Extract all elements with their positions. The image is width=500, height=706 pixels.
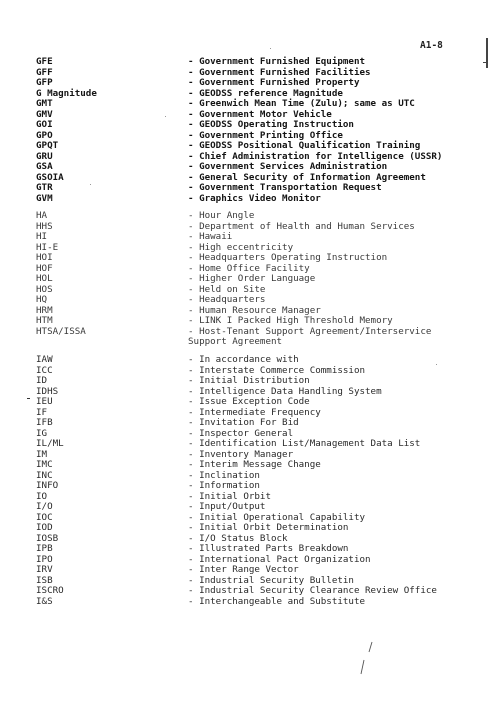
definition: - Interchangeable and Substitute	[188, 595, 366, 607]
definition: - Intelligence Data Handling System	[188, 385, 382, 397]
glossary-row	[36, 253, 456, 264]
glossary-row	[36, 355, 456, 366]
definition: - Greenwich Mean Time (Zulu); same as UTC	[188, 98, 415, 109]
definition: - Graphics Video Monitor	[188, 192, 321, 204]
abbreviation: IFB	[36, 417, 53, 428]
glossary-row	[36, 586, 456, 597]
pen-mark	[352, 640, 382, 680]
definition: - Interstate Commerce Commission	[188, 364, 366, 376]
glossary-row	[36, 565, 456, 576]
definition: - Information	[188, 480, 260, 491]
abbreviation: INC	[36, 469, 53, 481]
definition: - Invitation For Bid	[188, 417, 299, 428]
abbreviation: GPO	[36, 129, 53, 141]
definition: - Government Furnished Property	[188, 77, 360, 88]
definition: - Human Resource Manager	[188, 304, 321, 316]
glossary-row	[36, 460, 456, 471]
definition: - Government Services Administration	[188, 161, 388, 172]
definition: - Input/Output	[188, 501, 266, 512]
speck	[436, 364, 437, 365]
definition: - Headquarters	[188, 294, 266, 305]
abbreviation: GOI	[36, 119, 53, 130]
abbreviation: ICC	[36, 364, 53, 376]
glossary-row	[36, 120, 456, 131]
definition: - Government Transportation Request	[188, 182, 382, 193]
abbreviation: I&S	[36, 595, 53, 607]
abbreviation: GMV	[36, 108, 53, 120]
abbreviation: IOC	[36, 511, 53, 523]
speck	[90, 184, 91, 185]
definition: - Inventory Manager	[188, 448, 294, 460]
definition: - Chief Administration for Intelligence (USSR)	[188, 150, 443, 162]
definition: - Illustrated Parts Breakdown	[188, 543, 349, 554]
abbreviation: IOD	[36, 522, 53, 533]
abbreviation: HTSA/ISSA	[36, 325, 86, 337]
glossary-row	[36, 502, 456, 513]
definition: - Held on Site	[188, 283, 266, 295]
glossary-group-h	[36, 211, 456, 348]
definition: - Initial Operational Capability	[188, 511, 366, 523]
definition: - Initial Orbit	[188, 490, 271, 502]
abbreviation: GVM	[36, 192, 53, 204]
definition: - Department of Health and Human Services	[188, 220, 415, 232]
glossary-row	[36, 327, 456, 348]
abbreviation: IDHS	[36, 385, 59, 397]
abbreviation: IF	[36, 406, 48, 418]
definition: - Intermediate Frequency	[188, 406, 321, 418]
glossary-row	[36, 162, 456, 173]
glossary-row	[36, 274, 456, 285]
abbreviation: GTR	[36, 182, 53, 193]
glossary-row	[36, 376, 456, 387]
glossary-row	[36, 418, 456, 429]
abbreviation: IG	[36, 427, 48, 439]
abbreviation: ISB	[36, 574, 53, 586]
abbreviation: INFO	[36, 480, 59, 491]
definition: - Identification List/Management Data List	[188, 438, 421, 449]
abbreviation: GPQT	[36, 140, 59, 151]
definition: - LINK I Packed High Threshold Memory	[188, 315, 393, 326]
definition: - Hawaii	[188, 231, 233, 242]
definition: - GEODSS reference Magnitude	[188, 87, 343, 99]
abbreviation: HOI	[36, 252, 53, 263]
abbreviation: HOF	[36, 262, 53, 274]
abbreviation: IEU	[36, 396, 53, 407]
definition: - GEODSS Positional Qualification Training	[188, 140, 421, 151]
definition: - I/O Status Block	[188, 532, 288, 544]
margin-mark	[486, 38, 488, 68]
definition: - Industrial Security Bulletin	[188, 574, 354, 586]
abbreviation: G Magnitude	[36, 87, 97, 99]
abbreviation: GMT	[36, 98, 53, 109]
definition: - Government Furnished Facilities	[188, 66, 371, 78]
abbreviation: IMC	[36, 459, 53, 470]
abbreviation: GRU	[36, 150, 53, 162]
abbreviation: HI-E	[36, 241, 59, 253]
definition: - Inclination	[188, 469, 260, 481]
definition: - Industrial Security Clearance Review Office	[188, 585, 437, 596]
abbreviation: GFE	[36, 56, 53, 67]
abbreviation: HQ	[36, 294, 48, 305]
definition: - Government Furnished Equipment	[188, 56, 366, 67]
abbreviation: HOL	[36, 273, 53, 284]
abbreviation: I/O	[36, 501, 53, 512]
glossary-row	[36, 481, 456, 492]
glossary-group-g	[36, 57, 456, 204]
abbreviation: GSOIA	[36, 171, 64, 183]
definition: - General Security of Information Agreement	[188, 171, 426, 183]
abbreviation: GFP	[36, 77, 53, 88]
definition: - Interim Message Change	[188, 459, 321, 470]
definition: - Hour Angle	[188, 210, 255, 221]
glossary-row	[36, 397, 456, 408]
abbreviation: ISCRO	[36, 585, 64, 596]
definition: - Higher Order Language	[188, 273, 316, 284]
glossary-row	[36, 295, 456, 306]
abbreviation: IO	[36, 490, 48, 502]
abbreviation: IRV	[36, 564, 53, 575]
glossary-row	[36, 439, 456, 450]
definition: - Inter Range Vector	[188, 564, 299, 575]
abbreviation: IOSB	[36, 532, 59, 544]
speck	[270, 48, 271, 49]
glossary-row	[36, 211, 456, 222]
glossary-row	[36, 544, 456, 555]
glossary-row	[36, 316, 456, 327]
glossary-row	[36, 183, 456, 194]
abbreviation: ID	[36, 375, 48, 386]
definition: - Inspector General	[188, 427, 294, 439]
abbreviation: HHS	[36, 220, 53, 232]
glossary-row	[36, 232, 456, 243]
speck	[165, 116, 166, 117]
glossary-row	[36, 78, 456, 89]
glossary-group-i	[36, 355, 456, 607]
glossary-row	[36, 222, 456, 233]
glossary-row	[36, 57, 456, 68]
abbreviation: IAW	[36, 354, 53, 365]
abbreviation: IM	[36, 448, 48, 460]
abbreviation: HTM	[36, 315, 53, 326]
definition: - In accordance with	[188, 354, 299, 365]
glossary-row	[36, 194, 456, 205]
definition: - Host-Tenant Support Agreement/Interservice Support Agreement	[188, 325, 432, 347]
glossary-row	[36, 523, 456, 534]
abbreviation: GSA	[36, 161, 53, 172]
definition: - Home Office Facility	[188, 262, 310, 274]
definition: - Government Motor Vehicle	[188, 108, 332, 120]
abbreviation: GFF	[36, 66, 53, 78]
definition: - High eccentricity	[188, 241, 294, 253]
abbreviation: HRM	[36, 304, 53, 316]
definition: - Issue Exception Code	[188, 396, 310, 407]
margin-tick	[483, 62, 488, 63]
abbreviation: IPB	[36, 543, 53, 554]
definition: - Headquarters Operating Instruction	[188, 252, 388, 263]
definition: - GEODSS Operating Instruction	[188, 119, 354, 130]
abbreviation: HOS	[36, 283, 53, 295]
glossary-row	[36, 99, 456, 110]
definition: - Initial Distribution	[188, 375, 310, 386]
margin-dash	[27, 398, 30, 399]
definition: - Initial Orbit Determination	[188, 522, 349, 533]
glossary-row	[36, 141, 456, 152]
abbreviation: IL/ML	[36, 438, 64, 449]
abbreviation: HA	[36, 210, 48, 221]
page-number: A1-8	[420, 40, 443, 51]
definition: - International Pact Organization	[188, 553, 371, 565]
glossary-row	[36, 597, 456, 608]
abbreviation: IPO	[36, 553, 53, 565]
definition: - Government Printing Office	[188, 129, 343, 141]
abbreviation: HI	[36, 231, 48, 242]
